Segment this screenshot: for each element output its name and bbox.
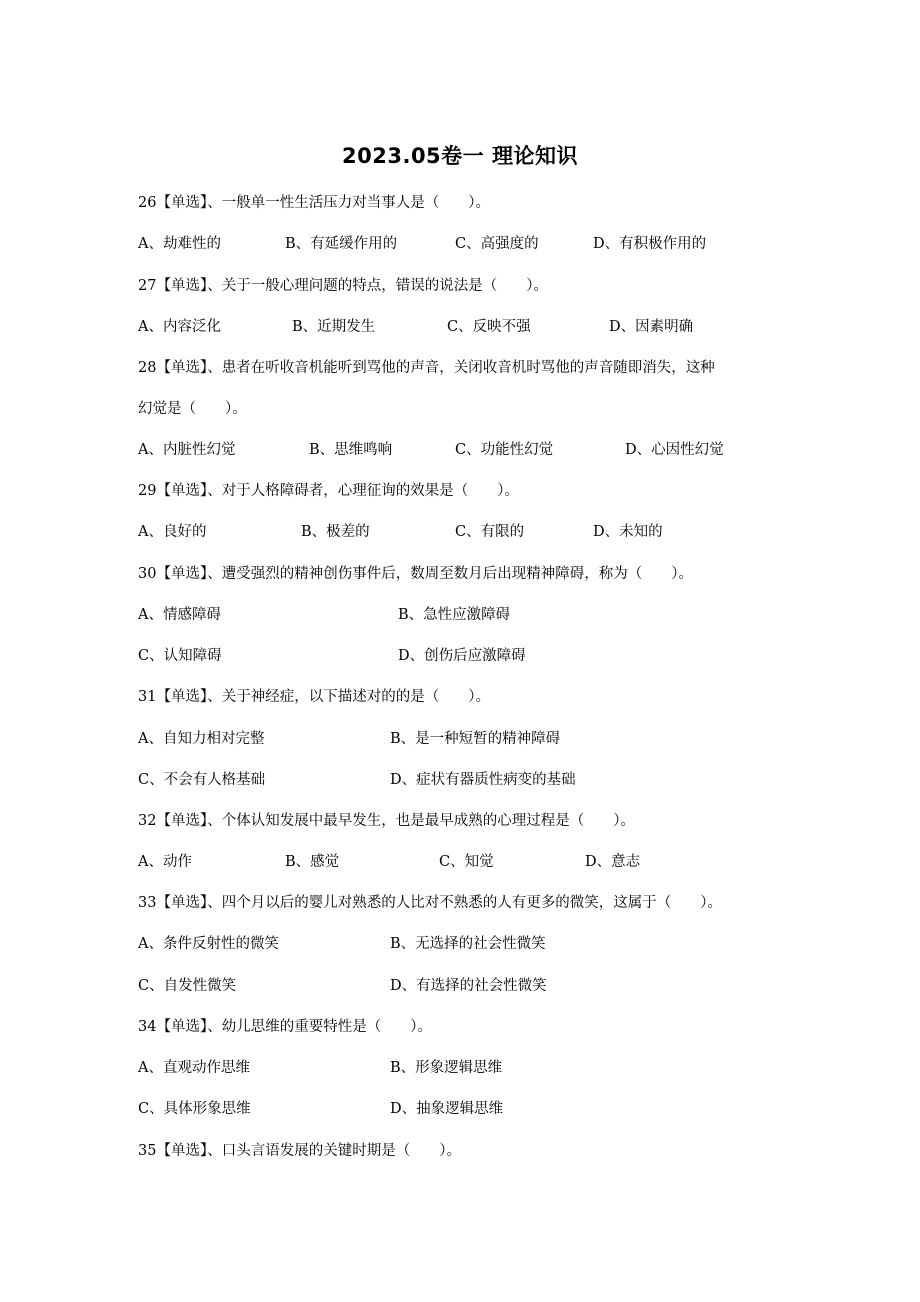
question-27-option-b: B、近期发生 <box>292 319 376 335</box>
question-29-option-d: D、未知的 <box>593 524 663 540</box>
question-27-stem: 27【单选】、关于一般心理问题的特点，错误的说法是（ ）。 <box>138 278 548 294</box>
question-34-stem: 34【单选】、幼儿思维的重要特性是（ ）。 <box>138 1019 432 1035</box>
question-27-option-a: A、内容泛化 <box>138 319 221 335</box>
question-26-option-d: D、有积极作用的 <box>593 236 707 252</box>
question-26-option-a: A、劫难性的 <box>138 236 221 252</box>
question-30-option-c: C、认知障碍 <box>138 648 222 664</box>
question-31-option-a: A、自知力相对完整 <box>138 731 265 747</box>
question-26-option-c: C、高强度的 <box>455 236 539 252</box>
question-28-option-d: D、心因性幻觉 <box>625 442 724 458</box>
question-33-stem: 33【单选】、四个月以后的婴儿对熟悉的人比对不熟悉的人有更多的微笑，这属于（ ）。 <box>138 895 722 911</box>
question-29-option-a: A、良好的 <box>138 524 207 540</box>
question-35-stem: 35【单选】、口头言语发展的关键时期是（ ）。 <box>138 1143 461 1159</box>
question-33-option-a: A、条件反射性的微笑 <box>138 936 279 952</box>
question-31-option-b: B、是一种短暂的精神障碍 <box>390 731 561 747</box>
question-31-option-d: D、症状有器质性病变的基础 <box>390 772 576 788</box>
question-31-stem: 31【单选】、关于神经症，以下描述对的的是（ ）。 <box>138 689 490 705</box>
question-30-option-d: D、创伤后应激障碍 <box>398 648 526 664</box>
question-32-stem: 32【单选】、个体认知发展中最早发生，也是最早成熟的心理过程是（ ）。 <box>138 813 635 829</box>
question-33-option-d: D、有选择的社会性微笑 <box>390 978 547 994</box>
question-32-option-a: A、动作 <box>138 854 192 870</box>
question-28-stem-continued: 幻觉是（ ）。 <box>138 401 247 417</box>
question-28-option-b: B、思维鸣响 <box>309 442 393 458</box>
question-26-stem: 26【单选】、一般单一性生活压力对当事人是（ ）。 <box>138 195 490 211</box>
question-34-option-d: D、抽象逻辑思维 <box>390 1101 504 1117</box>
question-28-option-c: C、功能性幻觉 <box>455 442 554 458</box>
question-32-option-d: D、意志 <box>585 854 641 870</box>
question-27-option-d: D、因素明确 <box>609 319 694 335</box>
question-30-option-b: B、急性应激障碍 <box>398 607 511 623</box>
question-33-option-b: B、无选择的社会性微笑 <box>390 936 546 952</box>
question-33-option-c: C、自发性微笑 <box>138 978 237 994</box>
question-27-option-c: C、反映不强 <box>447 319 531 335</box>
question-32-option-c: C、知觉 <box>439 854 494 870</box>
question-32-option-b: B、感觉 <box>285 854 340 870</box>
page-title: 2023.05卷一 理论知识 <box>342 144 578 168</box>
question-34-option-b: B、形象逻辑思维 <box>390 1060 503 1076</box>
question-26-option-b: B、有延缓作用的 <box>285 236 398 252</box>
question-28-option-a: A、内脏性幻觉 <box>138 442 236 458</box>
question-30-stem: 30【单选】、遭受强烈的精神创伤事件后，数周至数月后出现精神障碍，称为（ ）。 <box>138 566 693 582</box>
question-30-option-a: A、情感障碍 <box>138 607 221 623</box>
question-29-stem: 29【单选】、对于人格障碍者，心理征询的效果是（ ）。 <box>138 483 519 499</box>
question-29-option-b: B、极差的 <box>301 524 370 540</box>
question-28-stem: 28【单选】、患者在听收音机能听到骂他的声音，关闭收音机时骂他的声音随即消失，这种 <box>138 360 715 376</box>
question-34-option-a: A、直观动作思维 <box>138 1060 250 1076</box>
question-31-option-c: C、不会有人格基础 <box>138 772 266 788</box>
question-29-option-c: C、有限的 <box>455 524 525 540</box>
question-34-option-c: C、具体形象思维 <box>138 1101 251 1117</box>
